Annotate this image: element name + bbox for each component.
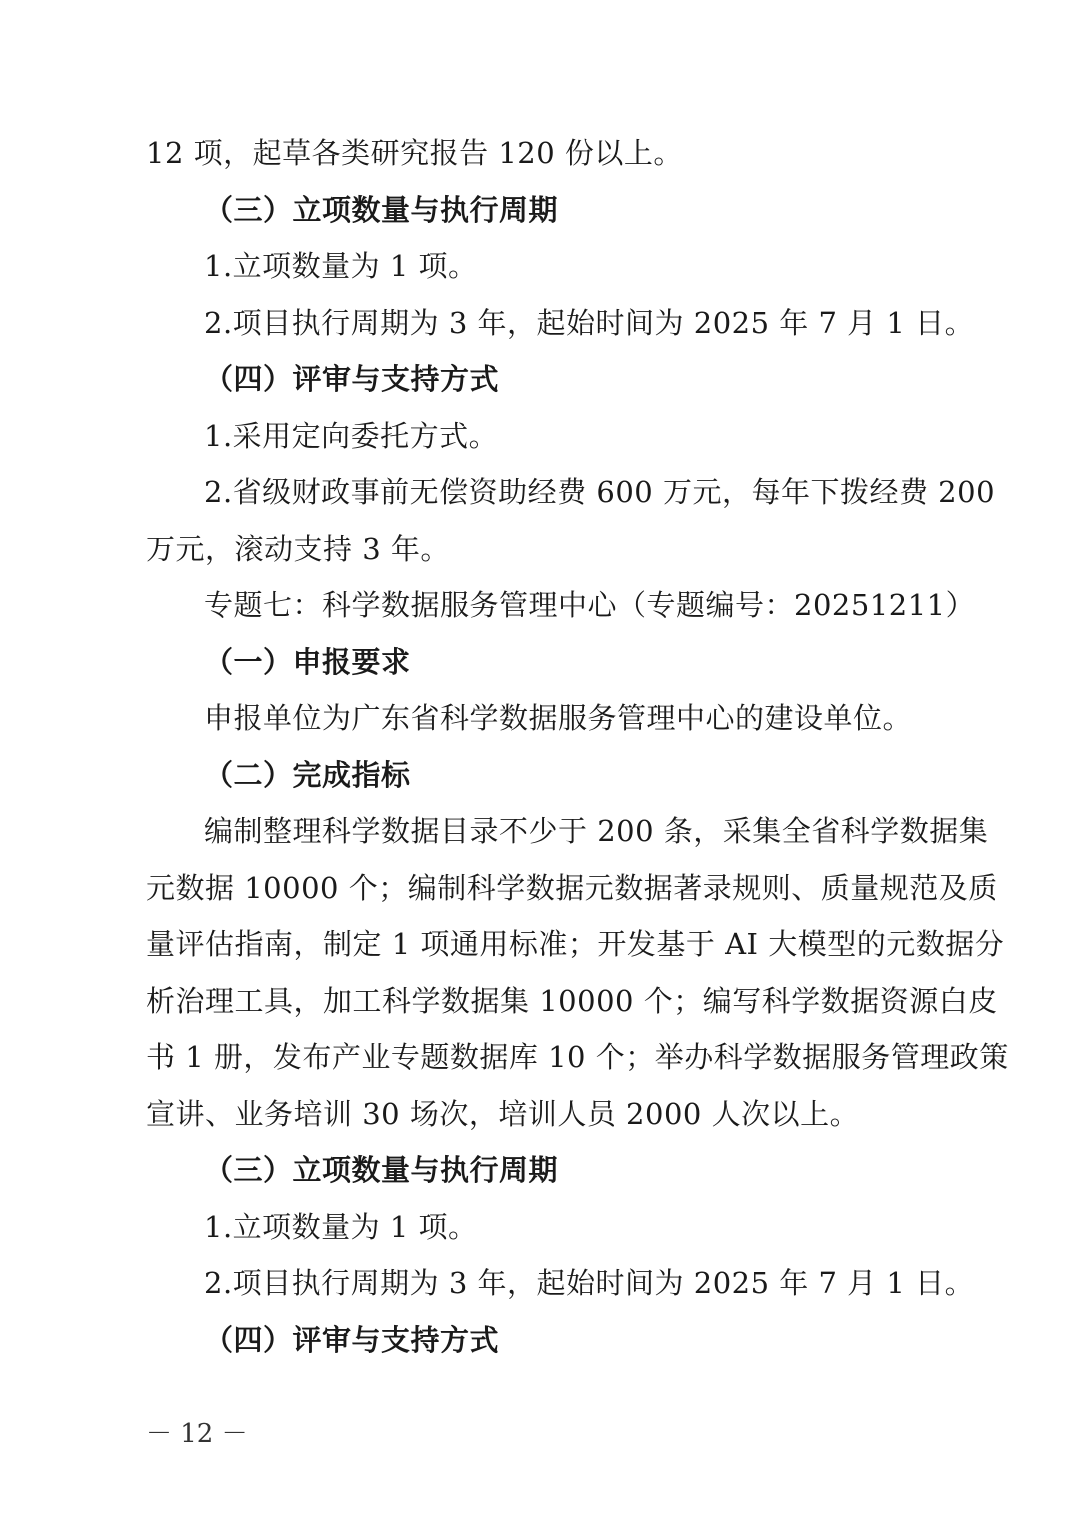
section-heading: （三）立项数量与执行周期 bbox=[204, 1153, 559, 1187]
paragraph-line: 析治理工具，加工科学数据集 10000 个；编写科学数据资源白皮 bbox=[146, 984, 998, 1018]
section-heading: （一）申报要求 bbox=[204, 645, 411, 679]
page-number: － 12 － bbox=[146, 1419, 248, 1449]
paragraph: 申报单位为广东省科学数据服务管理中心的建设单位。 bbox=[204, 701, 913, 735]
paragraph-line: 量评估指南，制定 1 项通用标准；开发基于 AI 大模型的元数据分 bbox=[146, 927, 1005, 961]
section-heading: （四）评审与支持方式 bbox=[204, 362, 500, 396]
section-heading: （三）立项数量与执行周期 bbox=[204, 193, 559, 227]
paragraph-line: 宣讲、业务培训 30 场次，培训人员 2000 人次以上。 bbox=[146, 1097, 860, 1131]
list-item: 2.项目执行周期为 3 年，起始时间为 2025 年 7 月 1 日。 bbox=[204, 306, 975, 340]
list-item: 1.采用定向委托方式。 bbox=[204, 419, 499, 453]
list-item: 1.立项数量为 1 项。 bbox=[204, 1210, 478, 1244]
section-heading: （四）评审与支持方式 bbox=[204, 1323, 500, 1357]
list-item-continuation: 万元，滚动支持 3 年。 bbox=[146, 532, 450, 566]
paragraph-line: 编制整理科学数据目录不少于 200 条，采集全省科学数据集 bbox=[204, 814, 989, 848]
paragraph-continuation: 12 项，起草各类研究报告 120 份以上。 bbox=[146, 136, 683, 170]
paragraph-line: 书 1 册，发布产业专题数据库 10 个；举办科学数据服务管理政策 bbox=[146, 1040, 1009, 1074]
section-heading: （二）完成指标 bbox=[204, 758, 411, 792]
topic-title: 专题七：科学数据服务管理中心（专题编号：20251211） bbox=[204, 588, 976, 622]
paragraph-line: 元数据 10000 个；编制科学数据元数据著录规则、质量规范及质 bbox=[146, 871, 998, 905]
list-item: 1.立项数量为 1 项。 bbox=[204, 249, 478, 283]
list-item: 2.省级财政事前无偿资助经费 600 万元，每年下拨经费 200 bbox=[204, 475, 996, 509]
list-item: 2.项目执行周期为 3 年，起始时间为 2025 年 7 月 1 日。 bbox=[204, 1266, 975, 1300]
